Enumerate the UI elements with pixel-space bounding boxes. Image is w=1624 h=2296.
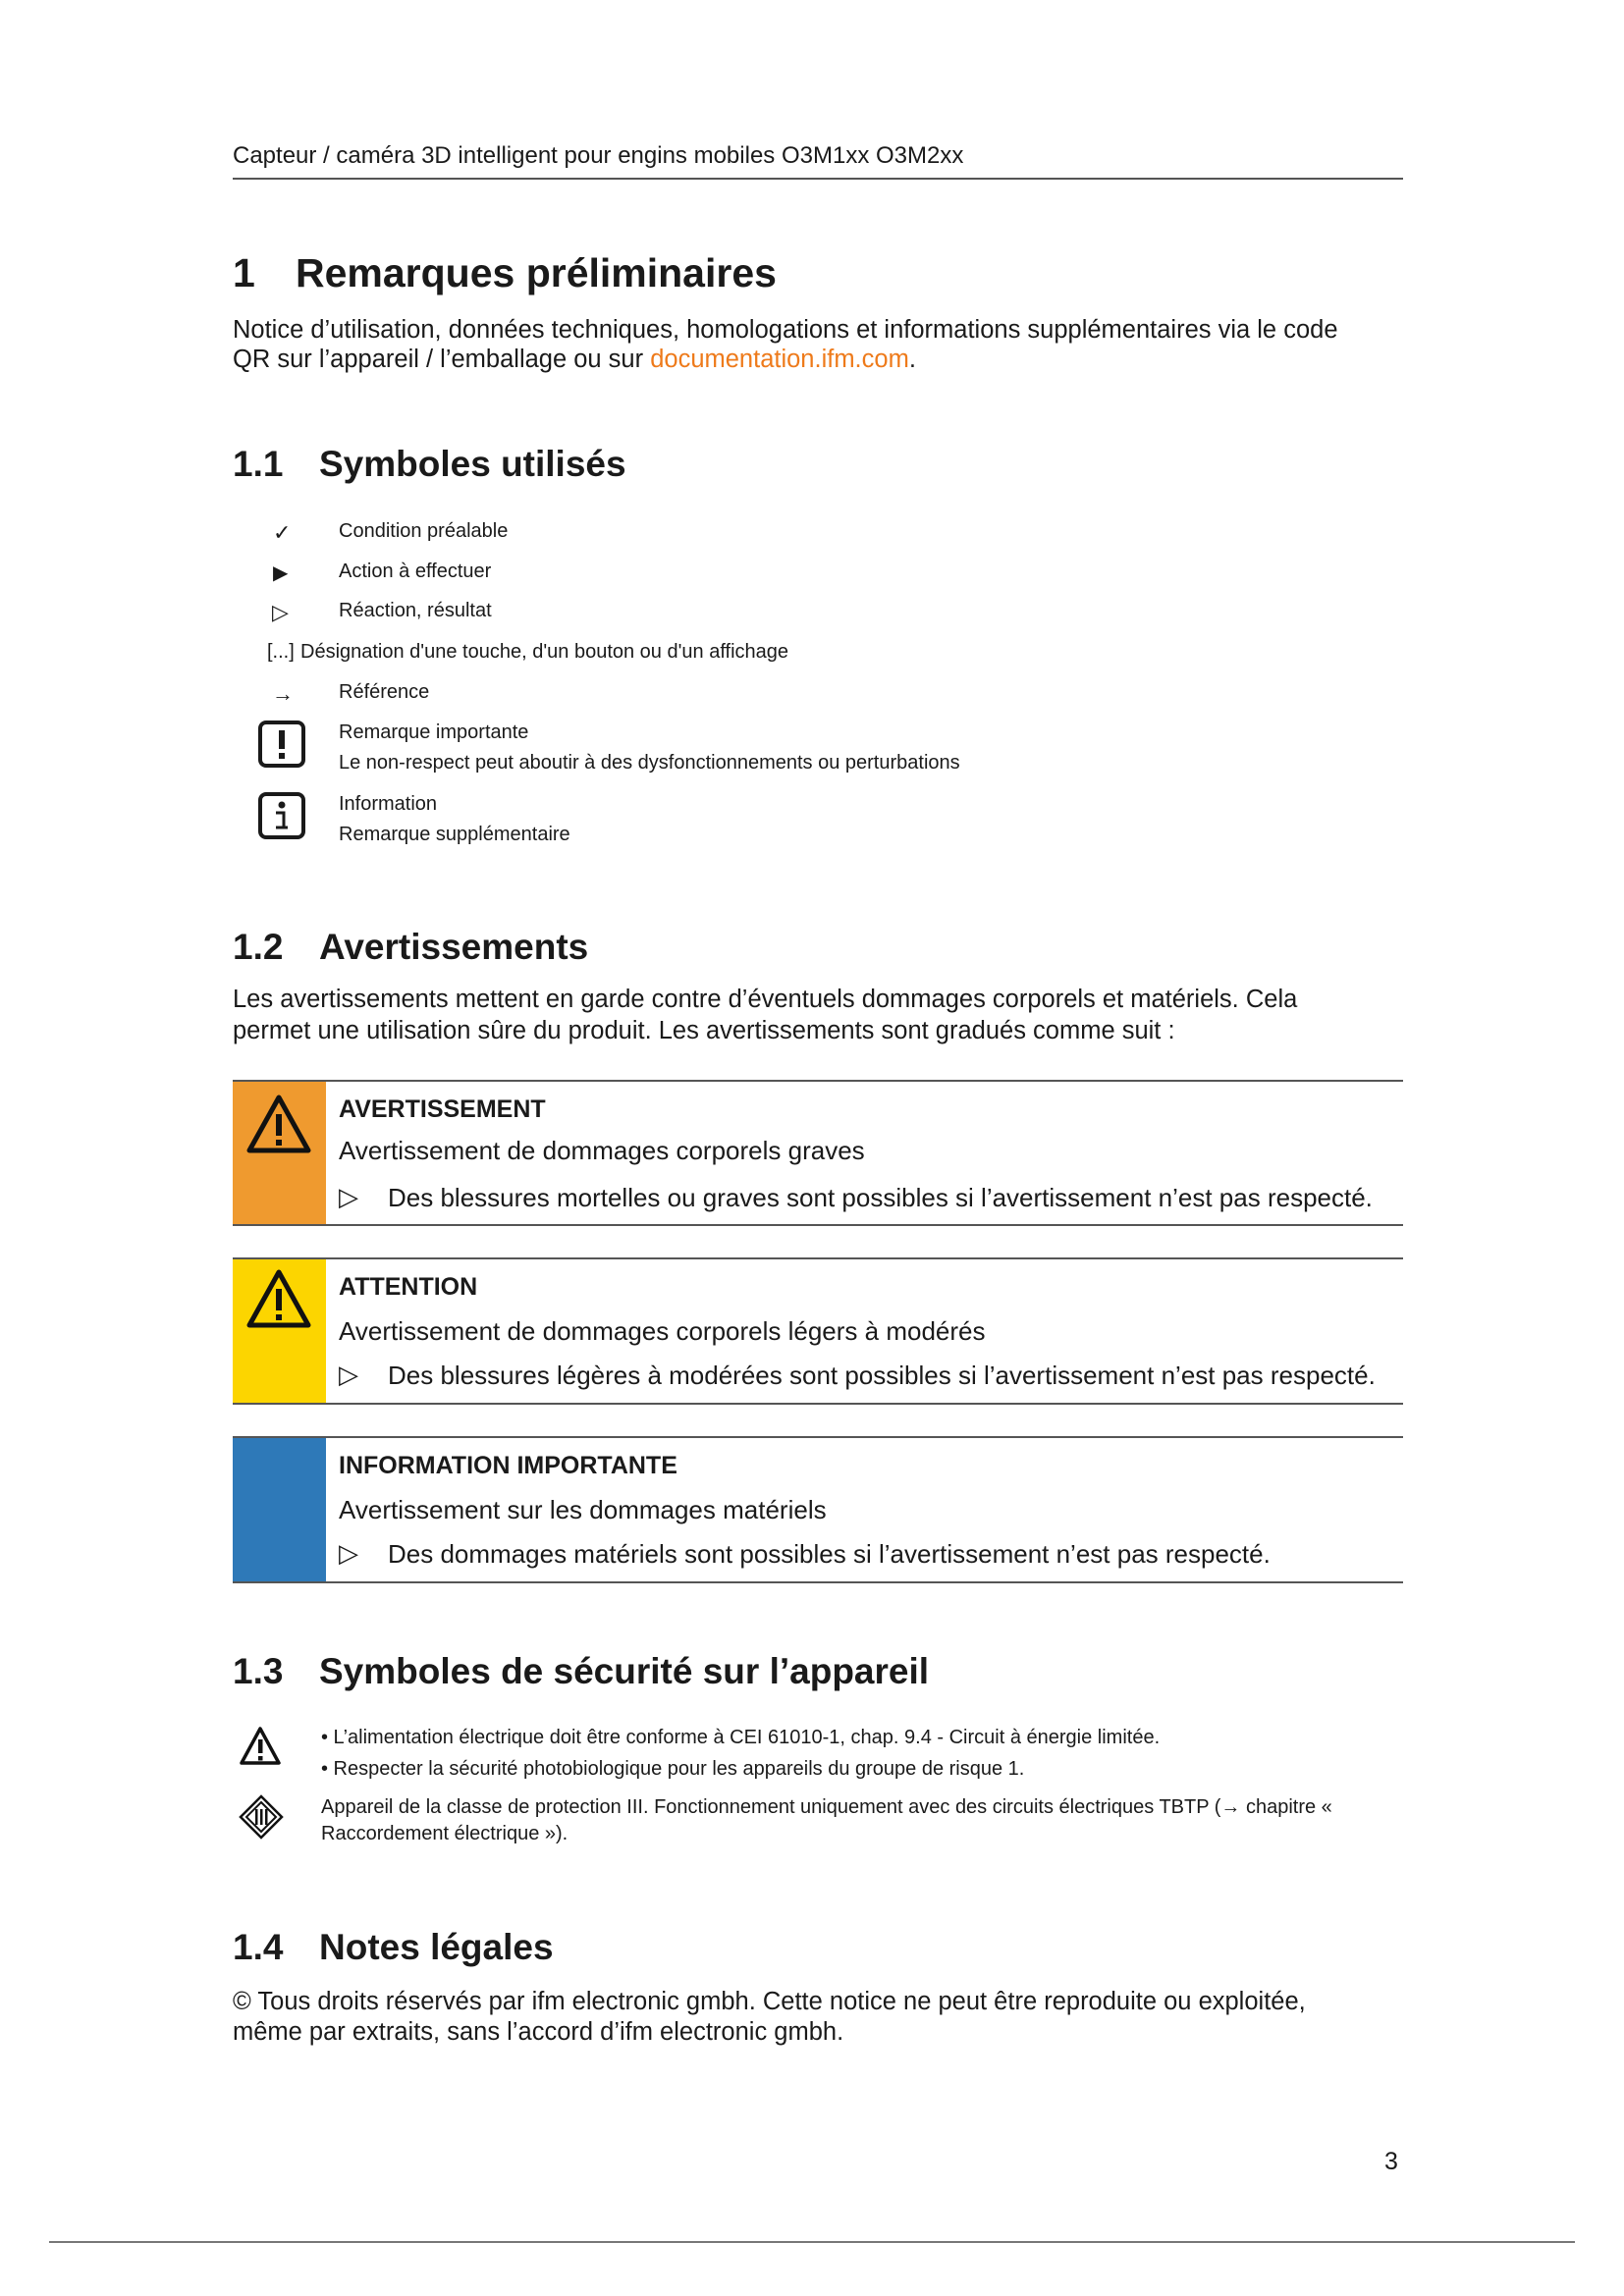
reference-arrow-icon: → — [272, 681, 294, 706]
section-number: 1.3 — [233, 1651, 284, 1691]
intro-line: Les avertissements mettent en garde contre d’éventuels dommages corporels et matériels. Cela — [233, 986, 1298, 1013]
warning-text: Avertissement de dommages corporels légers à modérés — [339, 1316, 986, 1346]
warning-color-bar — [233, 1259, 326, 1403]
intro-line: Notice d’utilisation, données techniques, homologations et informations supplémentaires via le code — [233, 316, 1338, 344]
warning-box-attention — [233, 1257, 1403, 1405]
section-1-3-heading — [233, 1651, 929, 1692]
intro-line: permet une utilisation sûre du produit. Les avertissements sont gradués comme suit : — [233, 1017, 1175, 1044]
symbol-description: Référence — [339, 681, 430, 703]
section-title: Remarques préliminaires — [296, 250, 777, 295]
section-1-2-heading — [233, 927, 588, 968]
symbol-description: Le non-respect peut aboutir à des dysfonctionnements ou perturbations — [339, 752, 960, 774]
section-1-2-intro — [233, 984, 1411, 1046]
safety-note-line: • Respecter la sécurité photobiologique pour les appareils du groupe de risque 1. — [321, 1758, 1025, 1780]
info-icon — [257, 791, 306, 840]
result-triangle-icon: ▷ — [339, 1360, 358, 1389]
warning-color-bar — [233, 1438, 326, 1581]
legal-notice — [233, 1987, 1411, 2048]
warning-color-bar — [233, 1082, 326, 1224]
section-1-4-heading — [233, 1927, 554, 1968]
section-1-1-heading — [233, 444, 626, 485]
action-arrow-icon: ▶ — [273, 562, 289, 584]
symbol-description: Information — [339, 793, 438, 815]
warning-triangle-icon — [233, 1259, 326, 1403]
legal-line: © Tous droits réservés par ifm electronic gmbh. Cette notice ne peut être reproduite ou exploitée, — [233, 1988, 1306, 2015]
intro-text: QR sur l’appareil / l’emballage ou sur — [233, 346, 651, 373]
warning-triangle-icon — [233, 1082, 326, 1224]
symbol-description: Réaction, résultat — [339, 600, 492, 621]
section-title: Notes légales — [319, 1927, 554, 1967]
result-triangle-icon: ▷ — [272, 600, 289, 624]
safety-note-line: Appareil de la classe de protection III. Fonctionnement uniquement avec des circuits électriques TBTP (→ chapitre « — [321, 1796, 1332, 1818]
checkmark-icon: ✓ — [273, 520, 292, 545]
warning-result: Des blessures mortelles ou graves sont possibles si l’avertissement n’est pas respecté. — [388, 1183, 1373, 1212]
safety-note-line: • L’alimentation électrique doit être conforme à CEI 61010-1, chap. 9.4 - Circuit à énergie limitée. — [321, 1727, 1161, 1748]
section-title: Avertissements — [319, 927, 589, 967]
intro-text: . — [908, 346, 916, 373]
section-1-intro — [233, 315, 1411, 374]
section-number: 1.1 — [233, 444, 284, 484]
warning-box-avertissement — [233, 1080, 1403, 1226]
section-number: 1.4 — [233, 1927, 284, 1967]
documentation-link[interactable]: documentation.ifm.com — [650, 346, 909, 373]
section-1-heading — [233, 250, 777, 296]
key-brackets-icon: [...] — [267, 641, 295, 663]
warning-title: ATTENTION — [339, 1273, 478, 1301]
symbol-description: Désignation d'une touche, d'un bouton ou d'un affichage — [300, 641, 789, 663]
section-number: 1.2 — [233, 927, 284, 967]
warning-text: Avertissement de dommages corporels graves — [339, 1136, 865, 1165]
symbol-description: Remarque importante — [339, 721, 529, 743]
warning-box-information-importante — [233, 1436, 1403, 1583]
symbol-description: Action à effectuer — [339, 561, 492, 582]
section-number: 1 — [233, 250, 255, 295]
warning-triangle-icon — [239, 1725, 282, 1768]
result-triangle-icon: ▷ — [339, 1538, 358, 1568]
important-note-icon — [257, 720, 306, 769]
protection-class-iii-icon — [239, 1794, 284, 1840]
legal-line: même par extraits, sans l’accord d’ifm electronic gmbh. — [233, 2018, 844, 2046]
header-divider — [233, 178, 1403, 180]
safety-note-line: Raccordement électrique »). — [321, 1823, 568, 1844]
symbol-description: Condition préalable — [339, 520, 509, 542]
warning-result: Des blessures légères à modérées sont possibles si l’avertissement n’est pas respecté. — [388, 1361, 1376, 1390]
running-header: Capteur / caméra 3D intelligent pour engins mobiles O3M1xx O3M2xx — [233, 142, 964, 169]
intro-line — [233, 345, 1411, 374]
page-number: 3 — [1384, 2148, 1398, 2175]
warning-title: AVERTISSEMENT — [339, 1095, 546, 1123]
section-title: Symboles de sécurité sur l’appareil — [319, 1651, 930, 1691]
symbol-description: Remarque supplémentaire — [339, 824, 570, 845]
result-triangle-icon: ▷ — [339, 1182, 358, 1211]
warning-text: Avertissement sur les dommages matériels — [339, 1495, 827, 1524]
section-title: Symboles utilisés — [319, 444, 626, 484]
warning-title: INFORMATION IMPORTANTE — [339, 1452, 677, 1479]
warning-result: Des dommages matériels sont possibles si l’avertissement n’est pas respecté. — [388, 1539, 1271, 1569]
bottom-divider — [49, 2241, 1575, 2243]
